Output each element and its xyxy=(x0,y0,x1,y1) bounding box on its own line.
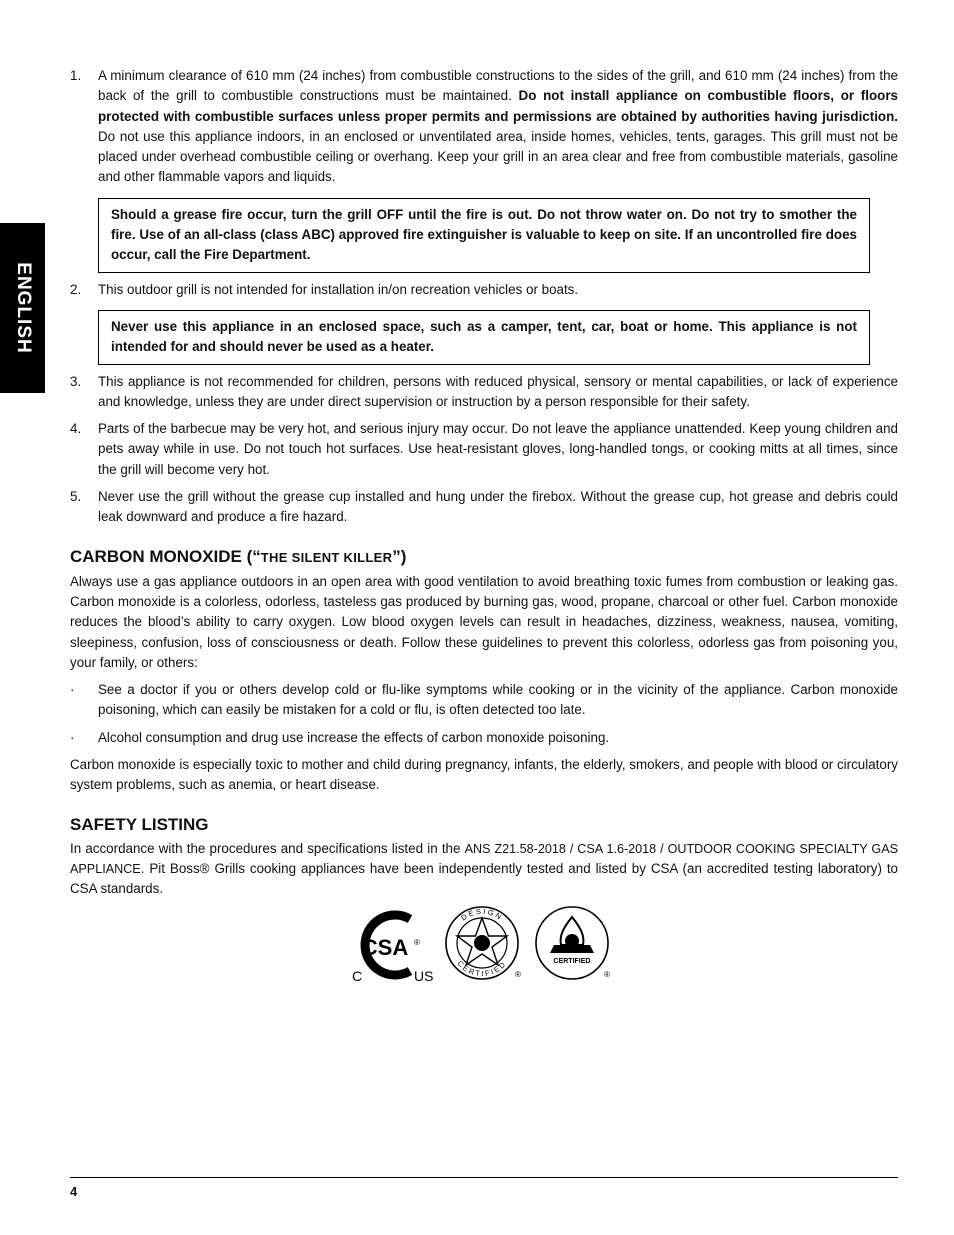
item-2-text: This outdoor grill is not intended for installation in/on recreation vehicles or boats. xyxy=(98,281,579,297)
enclosed-space-warning-box: Never use this appliance in an enclosed space, such as a camper, tent, car, boat or home. This appliance is not intended for and should never be used as a heater. xyxy=(98,310,870,365)
flame-certified-text: CERTIFIED xyxy=(553,958,591,965)
safety-listing-text xyxy=(70,839,898,900)
list-number: 2. xyxy=(70,281,82,297)
item-4-text: Parts of the barbecue may be very hot, and serious injury may occur. Do not leave the appliance unattended. Keep young children and pets away while in use. Do not touch hot surfaces. Use heat-resistant gloves, long-handled tongs, or cooking mitts at all times, since the grill will become very hot. xyxy=(98,421,898,477)
carbon-monoxide-intro: Always use a gas appliance outdoors in an open area with good ventilation to avoid breathing toxic fumes from combustion or leaking gas. Carbon monoxide is a colorless, odorless, tasteless gas produced by burning gas, wood, propane, charcoal or other fuel. Carbon monoxide reduces the blood’s ability to carry oxygen. Low blood oxygen levels can result in headaches, dizziness, weakness, nausea, vomiting, sleepiness, confusion, loss of consciousness or death. Follow these guidelines to prevent this colorless, odorless gas from poisoning you, your family, or others: xyxy=(70,573,898,670)
csa-mark-text: CSA xyxy=(361,935,409,960)
bullet-2-text: Alcohol consumption and drug use increase the effects of carbon monoxide poisoning. xyxy=(98,729,610,745)
csa-cus-logo xyxy=(352,915,433,984)
carbon-monoxide-outro: Carbon monoxide is especially toxic to mother and child during pregnancy, infants, the elderly, smokers, and people with blood or circulatory system problems, such as anemia, or heart disease. xyxy=(70,757,898,793)
heading-part: CARBON MONOXIDE (“ xyxy=(70,546,261,566)
list-item-2 xyxy=(70,280,898,300)
design-reg: ® xyxy=(515,970,521,979)
item-5-text: Never use the grill without the grease cup installed and hung under the firebox. Without the grease cup, hot grease and debris could leak downward and produce a fire hazard. xyxy=(98,489,898,525)
bullet-item-1 xyxy=(70,680,898,721)
safety-text-a: In accordance with the procedures and specifications listed in the xyxy=(70,840,465,856)
certification-logos-svg xyxy=(352,905,614,987)
design-top-path: DESIGN xyxy=(459,906,505,923)
item-1-text-a: A minimum clearance of 610 mm (24 inches) from combustible constructions to the sides of the grill, and 610 mm (24 inches) from the back of the grill to combustible constructions must be maintained. xyxy=(98,68,898,104)
list-number: 5. xyxy=(70,489,82,505)
bullet-1-text: See a doctor if you or others develop cold or flu-like symptoms while cooking or in the vicinity of the appliance. Carbon monoxide poisoning, which can easily be mistaken for a cold or flu, is often detected too late. xyxy=(98,682,898,718)
side-tab-label: ENGLISH xyxy=(12,262,34,354)
list-item-1 xyxy=(70,66,898,188)
bullet-item-2 xyxy=(70,728,898,748)
language-side-tab xyxy=(0,223,45,393)
safety-text-c: . Pit Boss® Grills cooking appliances have been independently tested and listed by CSA (an accredited testing laboratory) to CSA standards. xyxy=(70,860,898,897)
item-1-text-c: Do not use this appliance indoors, in an enclosed or unventilated area, inside homes, vehicles, tents, garages. This grill must not be placed under overhead combustible ceiling or overhang. Keep your grill in an area clear and free from combustible materials, gasoline and other flammable vapors and liquids. xyxy=(98,128,898,185)
list-item-4 xyxy=(70,419,898,480)
list-number: 3. xyxy=(70,373,82,389)
csa-c-label: C xyxy=(352,968,363,984)
item-1-text-bold: Do not install appliance on combustible floors, or floors protected with combustible surfaces unless proper permits and permissions are obtained by authorities having jurisdiction. xyxy=(98,88,898,124)
heading-small-caps: THE SILENT KILLER xyxy=(260,549,393,565)
footer-divider xyxy=(70,1177,898,1178)
safety-listing-heading: SAFETY LISTING xyxy=(70,814,209,834)
bullet-dot: · xyxy=(70,682,75,698)
list-item-5 xyxy=(70,487,898,528)
safety-standard-ref: ANS Z21.58-2018 / CSA 1.6-2018 / OUTDOOR COOKING SPECIALTY GAS APPLIANCE xyxy=(70,841,898,876)
flame-center-seal xyxy=(565,934,579,948)
carbon-monoxide-heading xyxy=(70,546,898,569)
grease-fire-warning-box: Should a grease fire occur, turn the grill OFF until the fire is out. Do not throw water on. Do not try to smother the fire. Use of an all-class (class ABC) approved fire extinguisher is valuable to keep on site. If an uncontrolled fire does occur, call the Fire Department. xyxy=(98,198,870,273)
list-item-3 xyxy=(70,372,898,413)
list-number: 1. xyxy=(70,68,82,83)
flame-reg: ® xyxy=(604,970,610,979)
certification-logos xyxy=(352,905,614,987)
page-content xyxy=(70,66,898,907)
heading-part: ”) xyxy=(392,546,407,566)
design-certified-logo xyxy=(446,907,521,979)
design-center-seal xyxy=(474,935,490,951)
item-3-text: This appliance is not recommended for children, persons with reduced physical, sensory or mental capabilities, or lack of experience and knowledge, unless they are under direct supervision or instruction by a person responsible for their safety. xyxy=(98,373,898,409)
list-number: 4. xyxy=(70,421,82,437)
csa-us-label: US xyxy=(414,968,434,984)
csa-reg: ® xyxy=(414,938,420,947)
page-number: 4 xyxy=(70,1184,78,1199)
design-bottom-path: CERTIFIED xyxy=(455,958,509,979)
bullet-dot: · xyxy=(70,729,75,745)
flame-certified-logo xyxy=(536,907,610,979)
